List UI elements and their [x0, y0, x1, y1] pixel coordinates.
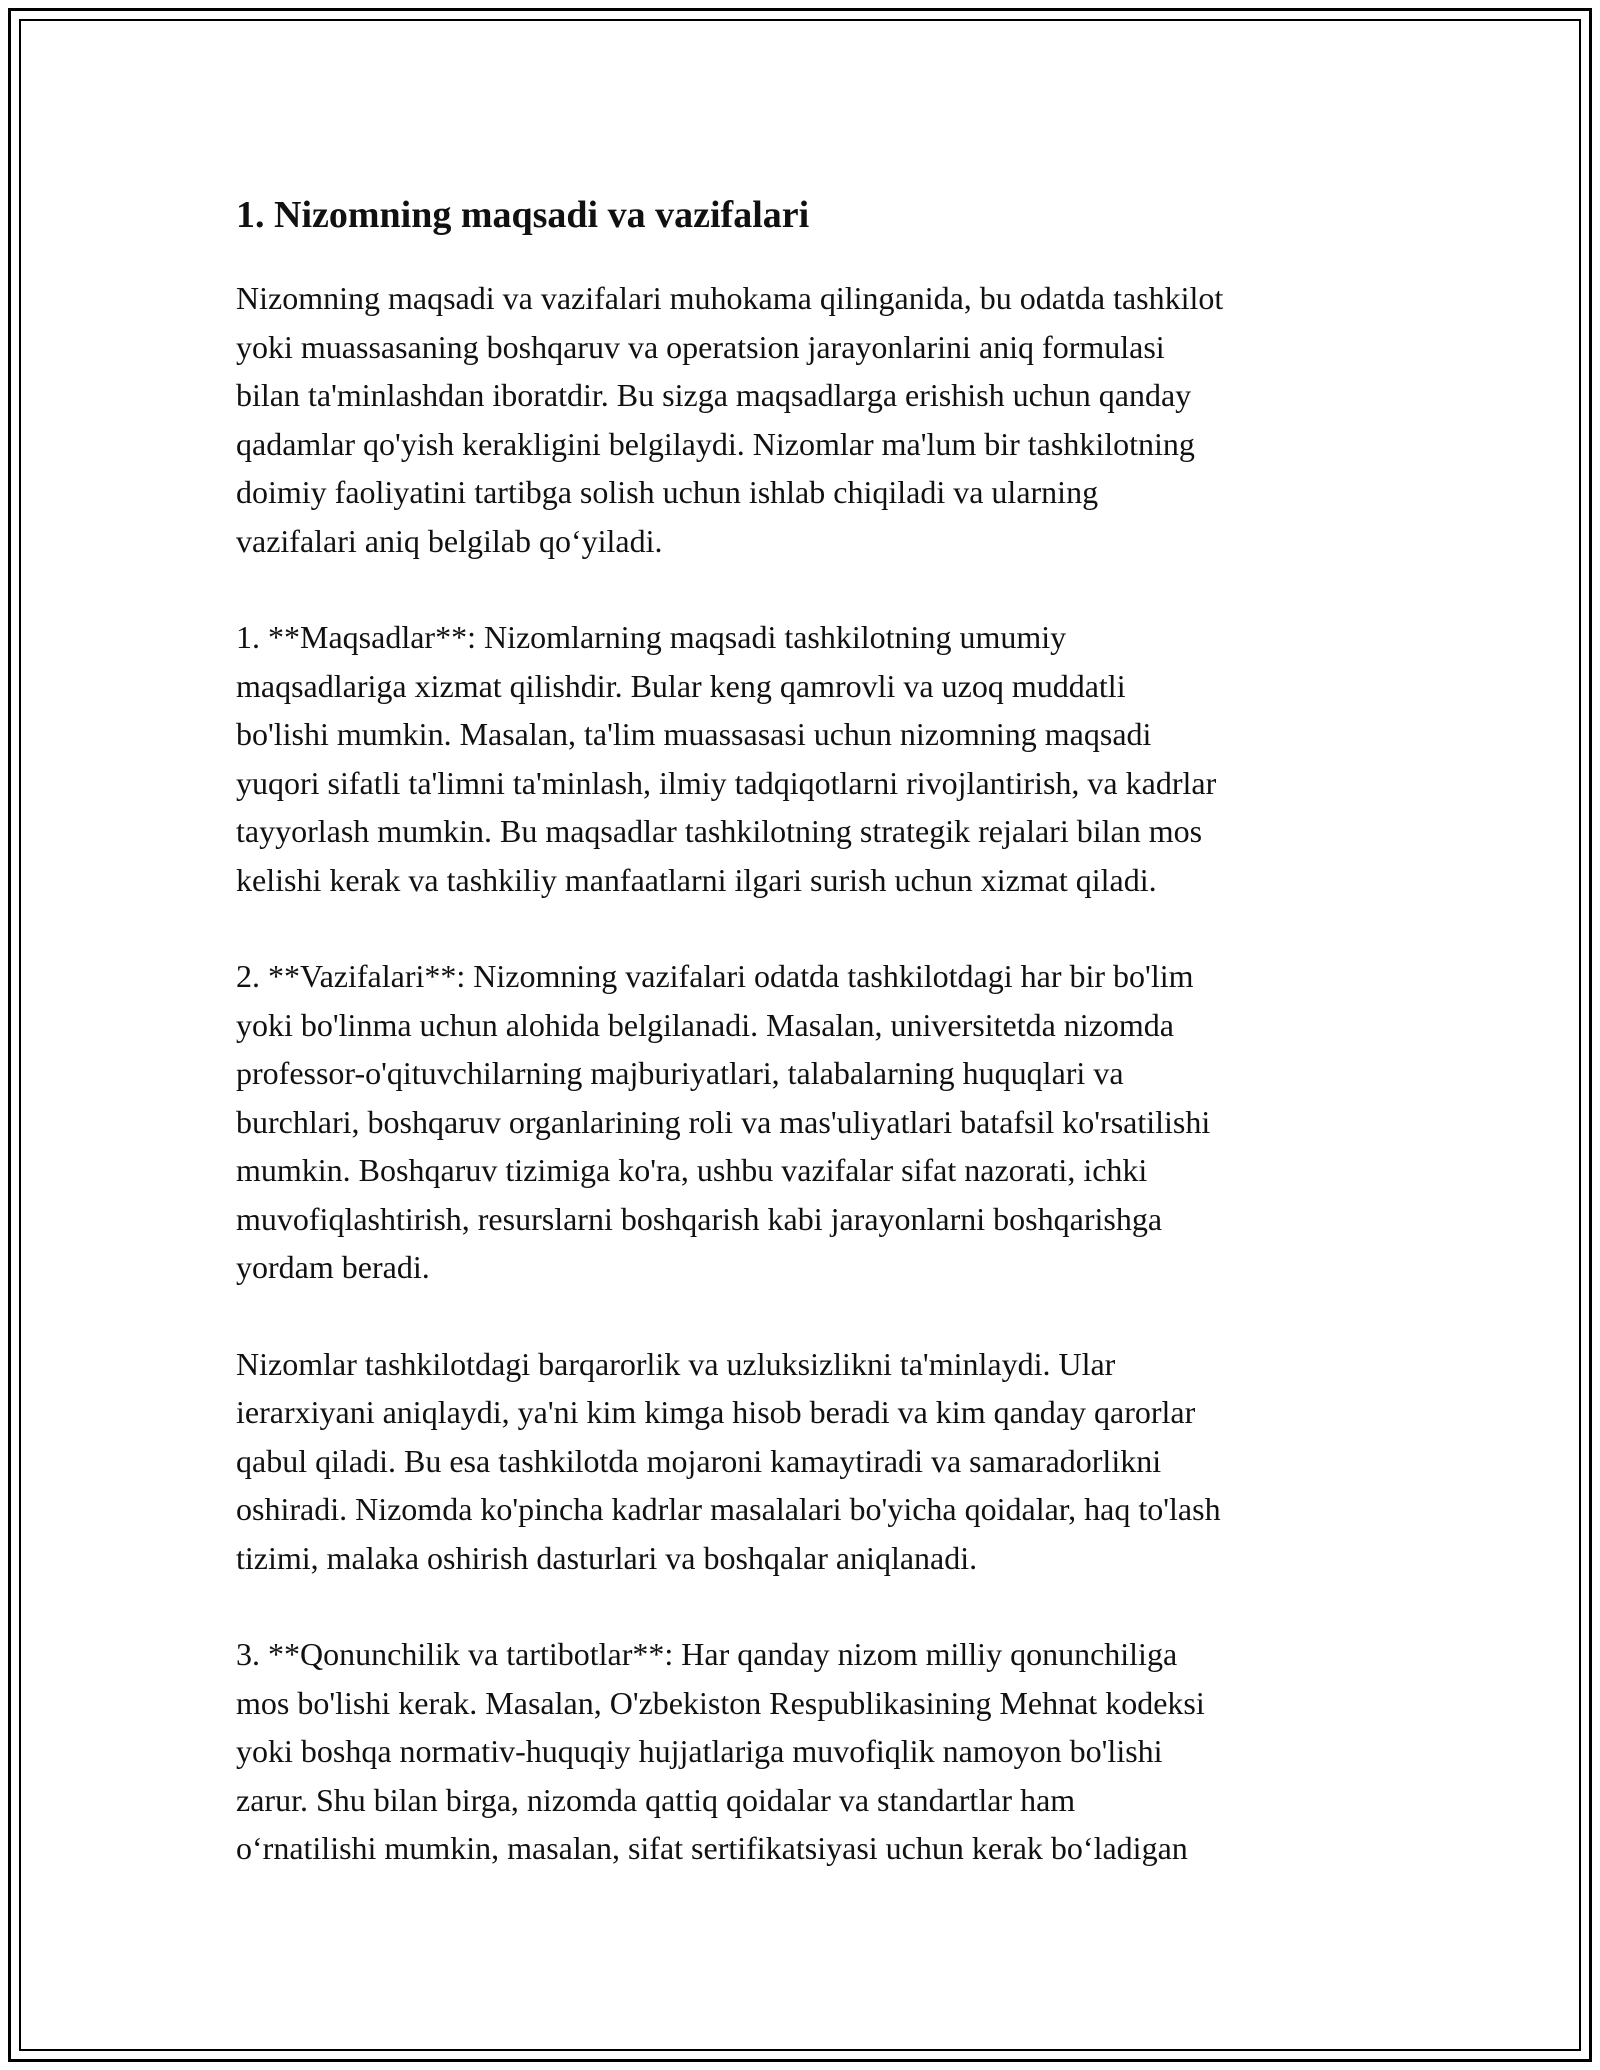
paragraph-maqsadlar: 1. **Maqsadlar**: Nizomlarning maqsadi tashkilotning umumiy maqsadlariga xizmat qilishdir. Bular keng qamrovli va uzoq muddatli bo'lishi mumkin. Masalan, ta'lim muassasasi uchun nizomning maqsadi yuqori sifatli ta'limni ta'minlash, ilmiy tadqiqotlarni rivojlantirish, va kadrlar tayyorlash mumkin. Bu maqsadlar tashkilotning strategik rejalari bilan mos kelishi kerak va tashkiliy manfaatlarni ilgari surish uchun xizmat qiladi. [236, 619, 1217, 898]
section-heading: 1. Nizomning maqsadi va vazifalari [236, 194, 810, 236]
paragraph-barqarorlik: Nizomlar tashkilotdagi barqarorlik va uzluksizlikni ta'minlaydi. Ular ierarxiyani aniqlaydi, ya'ni kim kimga hisob beradi va kim qanday qarorlar qabul qiladi. Bu esa tashkilotda mojaroni kamaytiradi va samaradorlikni oshiradi. Nizomda ko'pincha kadrlar masalalari bo'yicha qoidalar, haq to'lash tizimi, malaka oshirish dasturlari va boshqalar aniqlanadi. [236, 1345, 1221, 1576]
paragraph-qonunchilik: 3. **Qonunchilik va tartibotlar**: Har qanday nizom milliy qonunchiliga mos bo'lishi kerak. Masalan, O'zbekiston Respublikasining Mehnat kodeksi yoki boshqa normativ-huquqiy hujjatlariga muvofiqlik namoyon bo'lishi zarur. Shu bilan birga, nizomda qattiq qoidalar va standartlar ham o‘rnatilishi mumkin, masalan, sifat sertifikatsiyasi uchun kerak bo‘ladigan [236, 1636, 1205, 1866]
paragraph-intro: Nizomning maqsadi va vazifalari muhokama qilinganida, bu odatda tashkilot yoki muassasaning boshqaruv va operatsion jarayonlarini aniq formulasi bilan ta'minlashdan iboratdir. Bu sizga maqsadlarga erishish uchun qanday qadamlar qo'yish kerakligini belgilaydi. Nizomlar ma'lum bir tashkilotning doimiy faoliyatini tartibga solish uchun ishlab chiqiladi va ularning vazifalari aniq belgilab qo‘yiladi. [236, 280, 1224, 559]
paragraph-vazifalari: 2. **Vazifalari**: Nizomning vazifalari odatda tashkilotdagi har bir bo'lim yoki bo'linma uchun alohida belgilanadi. Masalan, universitetda nizomda professor-o'qituvchilarning majburiyatlari, talabalarning huquqlari va burchlari, boshqaruv organlarining roli va mas'uliyatlari batafsil ko'rsatilishi mumkin. Boshqaruv tizimiga ko'ra, ushbu vazifalar sifat nazorati, ichki muvofiqlashtirish, resurslarni boshqarish kabi jarayonlarni boshqarishga yordam beradi. [236, 958, 1211, 1285]
document-body [236, 180, 1376, 1921]
